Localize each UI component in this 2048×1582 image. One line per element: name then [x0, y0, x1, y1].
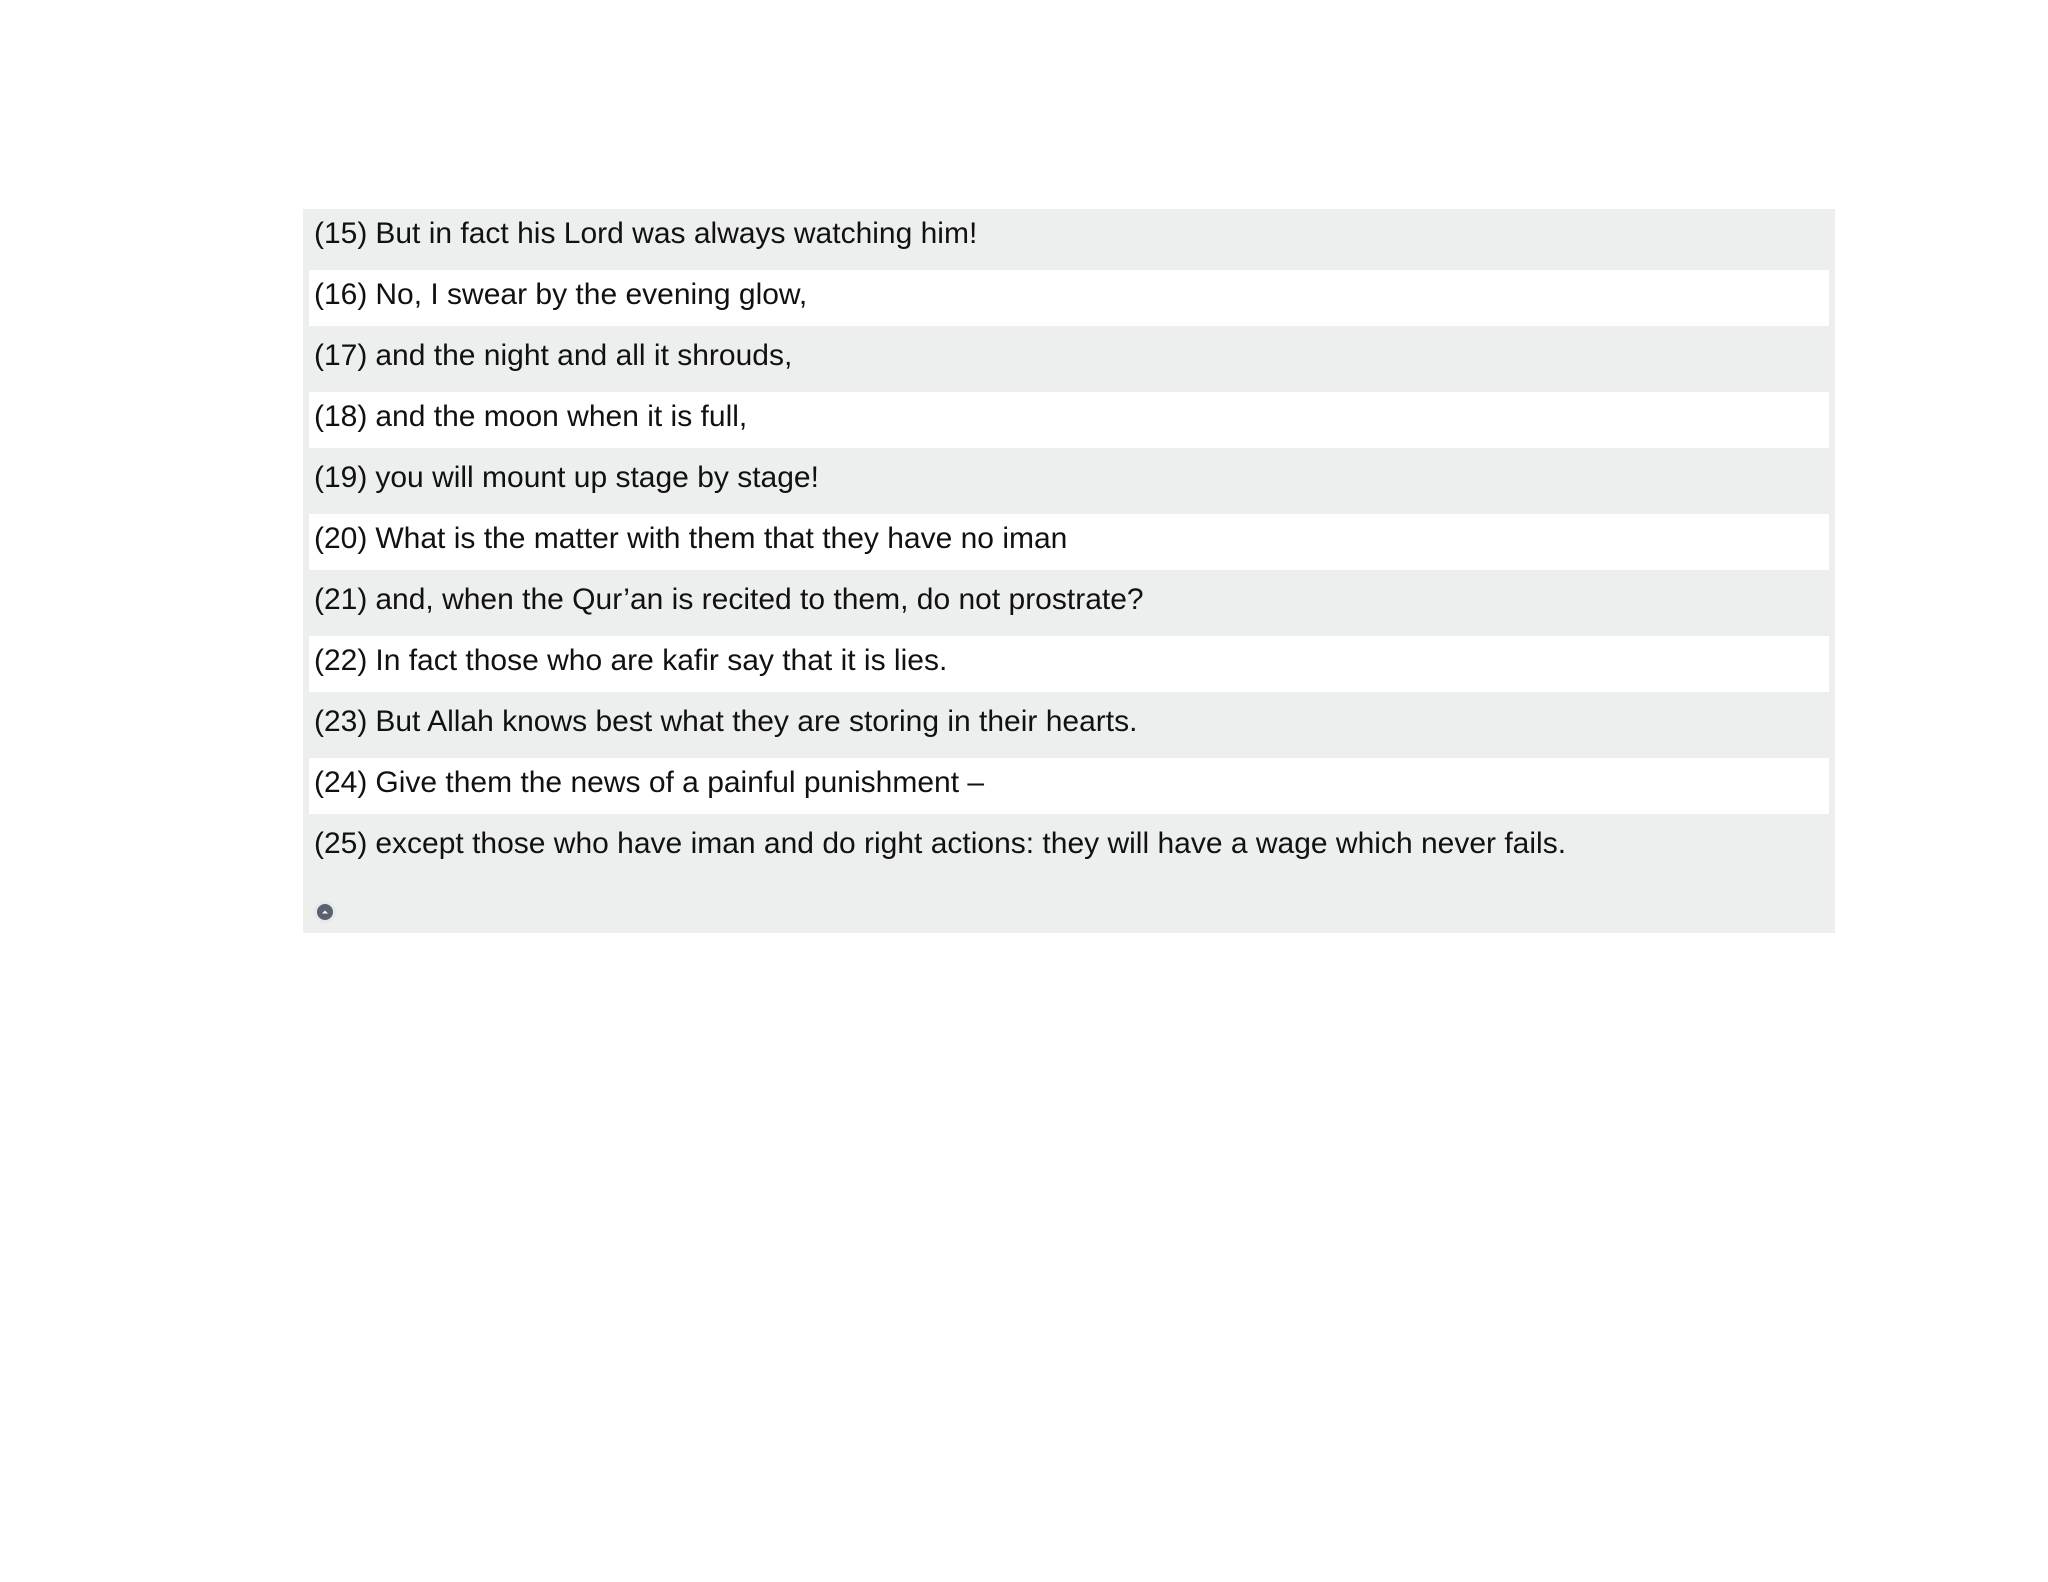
- verse-number: (20): [314, 522, 368, 555]
- verse-text: In fact those who are kafir say that it is lies.: [375, 644, 948, 677]
- verse-item: [309, 392, 1829, 448]
- verse-text: Give them the news of a painful punishment –: [375, 766, 985, 799]
- verse-item: [309, 636, 1829, 692]
- scroll-to-top-button[interactable]: [314, 901, 336, 923]
- verse-number: (23): [314, 705, 368, 738]
- verse-number: (25): [314, 827, 368, 860]
- verse-item: [309, 575, 1829, 636]
- chevron-up-icon: [317, 904, 333, 920]
- verse-number: (17): [314, 339, 368, 372]
- verse-number: (22): [314, 644, 368, 677]
- verse-text: No, I swear by the evening glow,: [375, 278, 808, 311]
- verse-panel: [303, 209, 1835, 933]
- verse-list: [309, 209, 1829, 880]
- verse-number: (18): [314, 400, 368, 433]
- verse-number: (16): [314, 278, 368, 311]
- verse-number: (19): [314, 461, 368, 494]
- verse-item: [309, 514, 1829, 570]
- verse-text: and, when the Qur’an is recited to them, do not prostrate?: [375, 583, 1144, 616]
- verse-item: [309, 209, 1829, 270]
- verse-number: (24): [314, 766, 368, 799]
- verse-text: But Allah knows best what they are storing in their hearts.: [375, 705, 1138, 738]
- verse-text: you will mount up stage by stage!: [375, 461, 819, 494]
- verse-text: But in fact his Lord was always watching him!: [375, 217, 978, 250]
- verse-item: [309, 758, 1829, 814]
- verse-item: [309, 453, 1829, 514]
- verse-text: and the night and all it shrouds,: [375, 339, 793, 372]
- verse-item: [309, 270, 1829, 326]
- verse-item: [309, 697, 1829, 758]
- verse-text: and the moon when it is full,: [375, 400, 748, 433]
- verse-text: except those who have iman and do right actions: they will have a wage which never fails.: [375, 827, 1567, 860]
- verse-text: What is the matter with them that they have no iman: [375, 522, 1068, 555]
- verse-item: [309, 331, 1829, 392]
- verse-item: [309, 819, 1829, 880]
- verse-number: (15): [314, 217, 368, 250]
- verse-number: (21): [314, 583, 368, 616]
